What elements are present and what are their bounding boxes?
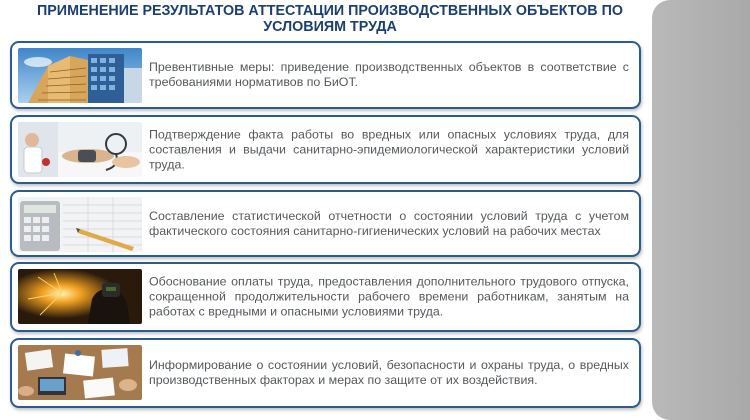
item-text: Обоснование оплаты труда, предоставления дополнительного трудового отпуска, сокращенной продолжительности рабочего времени работникам, занятым на работах с вредными и опасными условиями труда.	[149, 274, 629, 319]
item-text: Превентивные меры: приведение производственных объектов в соответствие с требованиями нормативов по БиОТ.	[149, 60, 629, 89]
item-text: Подтверждение факта работы во вредных или опасных условиях труда, для составления и выдачи санитарно-эпидемиологической характеристики условий труда.	[149, 127, 629, 171]
list-item	[10, 190, 641, 257]
item-text: Составление статистической отчетности о состоянии условий труда с учетом фактического состояния санитарно-гигиенических условий на рабочих местах	[149, 208, 629, 238]
meeting-table-photo	[18, 345, 142, 400]
list-item	[10, 41, 641, 109]
medical-exam-photo	[18, 122, 142, 177]
list-item	[10, 115, 641, 184]
list-item	[10, 262, 641, 332]
calculator-photo	[18, 197, 142, 252]
welder-photo	[18, 269, 142, 324]
list-item	[10, 338, 641, 408]
slide-title: ПРИМЕНЕНИЕ РЕЗУЛЬТАТОВ АТТЕСТАЦИИ ПРОИЗВОДСТВЕННЫХ ОБЪЕКТОВ ПО УСЛОВИЯМ ТРУДА	[36, 3, 624, 35]
building-photo	[18, 48, 142, 103]
side-decor-panel	[652, 0, 750, 420]
item-text: Информирование о состоянии условий, безопасности и охраны труда, о вредных производственных факторах и мерах по защите от их воздействия.	[149, 358, 629, 387]
